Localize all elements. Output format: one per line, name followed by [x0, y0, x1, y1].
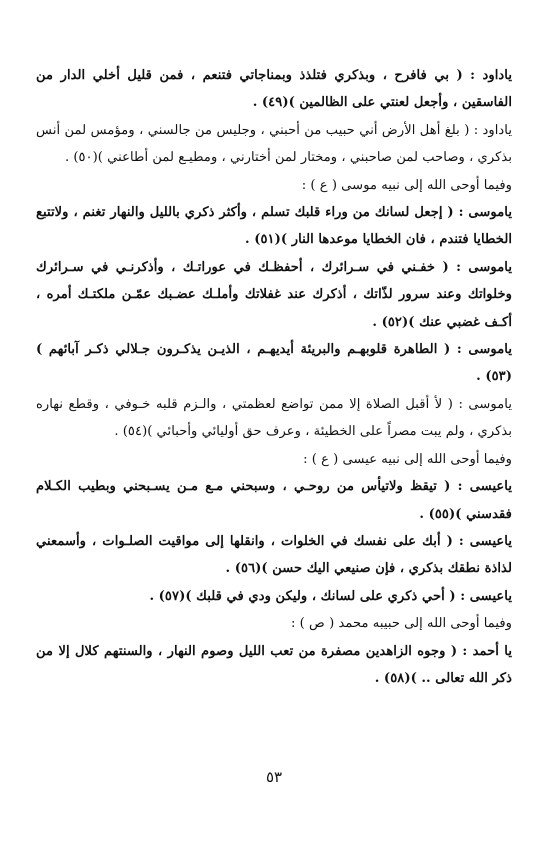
paragraph-dawud-2: ياداود : ( بلغ أهل الأرض أني حبيب من أحبني ، وجليس من جالسني ، ومؤمس لمن أنس بذكري ، وصاحب لمن صاحبني ، ومختار لمن أختارني ، ومطيـع لمن أطاعني )(٥٠) . [36, 122, 512, 166]
page-body [36, 62, 512, 692]
heading-isa: وفيما أوحى الله إلى نبيه عيسى ( ع ) : [303, 451, 512, 467]
paragraph-isa-3: ياعيسى : ( أحي ذكري على لسانك ، وليكن ودي في قلبك )(٥٧) . [149, 588, 512, 604]
paragraph-musa-4: ياموسى : ( لأ أقبل الصلاة إلا ممن تواضع لعظمتي ، والـزم قلبه خـوفي ، وقطع نهاره بذكري ، ولم يبت مصراً على الخطيئة ، وعرف حق أوليائي وأحبائي )(٥٤) . [36, 396, 512, 440]
paragraph-musa-2: ياموسى : ( خفـني في سـرائرك ، أحفظـك في عوراتـك ، وأذكرنـي في سـرائرك وخلواتك وعند سرور لذّاتك ، أذكرك عند غفلاتك وأملـك عضـبك عمّـن ملكتـك أمره ، أكـف غضبي عنك )(٥٢) . [36, 259, 512, 330]
paragraph-ahmad-1: يا أحمد : ( وجوه الزاهدين مصفرة من تعب الليل وصوم النهار ، والسنتهم كلال إلا من ذكر الله تعالى .. )(٥٨) . [36, 643, 512, 686]
paragraph-musa-1: ياموسى : ( إجعل لسانك من وراء قلبك تسلم ، وأكثر ذكري بالليل والنهار تغنم ، ولاتتبع الخطايا فتندم ، فان الخطايا موعدها النار )(٥١) . [36, 205, 512, 248]
page-number: ٥٣ [265, 768, 283, 786]
paragraph-musa-3: ياموسى : ( الطاهرة قلوبهـم والبريئة أيديهـم ، الذيـن يذكـرون جـلالي ذكـر آبائهم )(٥٣) . [36, 342, 512, 385]
paragraph-isa-2: ياعيسى : ( أبك على نفسك في الخلوات ، وانقلها إلى مواقيت الصلـوات ، وأسمعني لذاذة نطقك بذكري ، فإن صنيعي اليك حسن )(٥٦) . [36, 533, 512, 577]
paragraph-dawud-1: ياداود : ( بي فافرح ، وبذكري فتلذذ وبمناجاتي فتنعم ، فمن قليل أخلي الدار من الفاسقين ، وأجعل لعنتي على الظالمين )(٤٩) . [36, 68, 512, 111]
heading-muhammad: وفيما أوحى الله إلى حبيبه محمد ( ص ) : [291, 616, 512, 632]
heading-musa: وفيما أوحى الله إلى نبيه موسى ( ع ) : [301, 177, 512, 193]
paragraph-isa-1: ياعيسى : ( تيقظ ولاتيأس من روحـي ، وسبحني مـع مـن يسـبحني وبطيب الكـلام فقدسني )(٥٥) . [36, 479, 512, 522]
